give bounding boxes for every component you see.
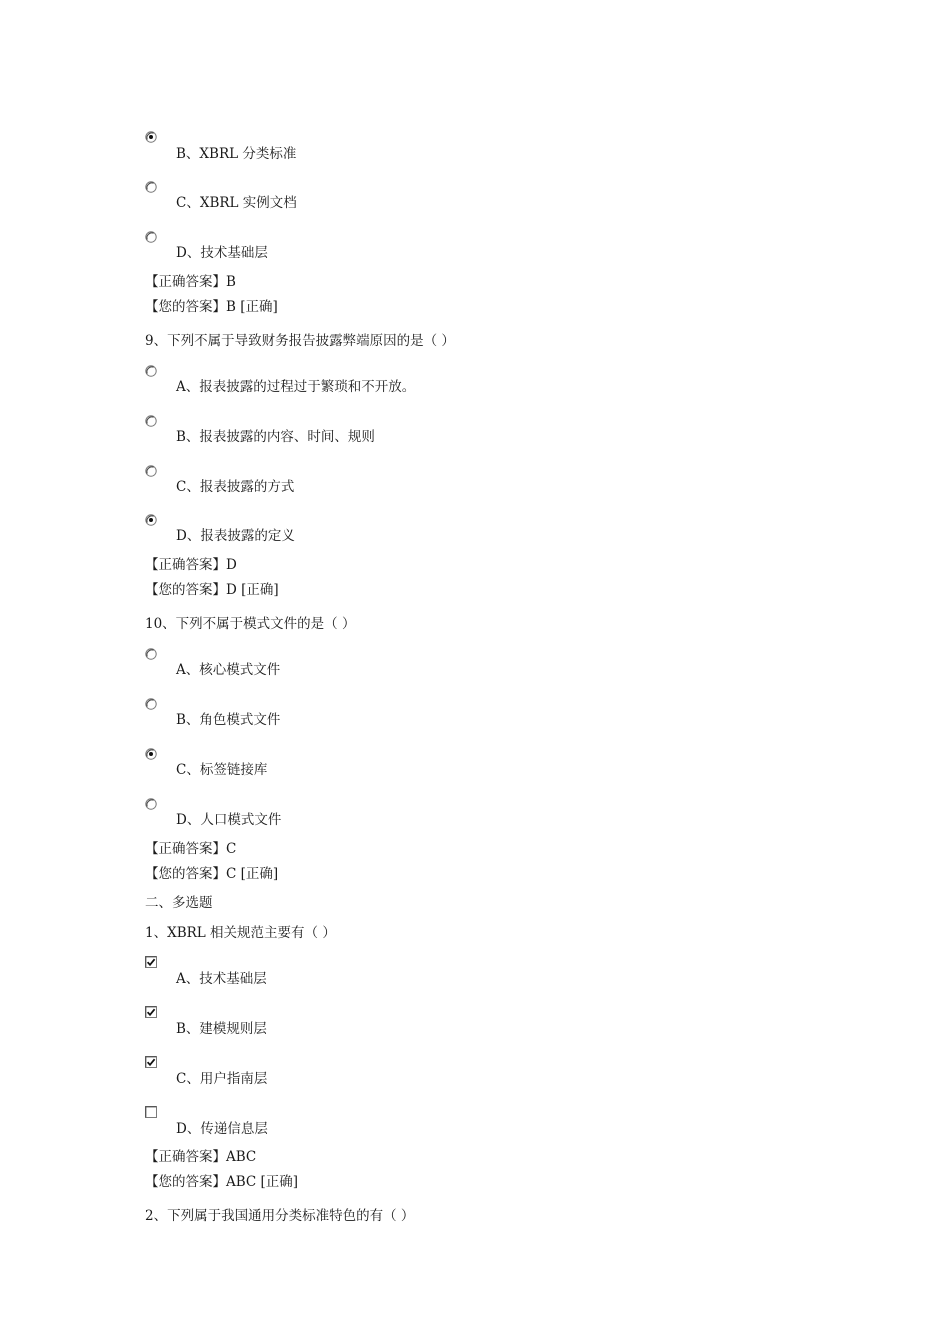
your-answer: 【您的答案】B [正确] (145, 299, 278, 315)
option-label: C、用户指南层 (176, 1071, 268, 1087)
option-label: D、传递信息层 (176, 1121, 268, 1137)
your-answer: 【您的答案】D [正确] (145, 582, 279, 598)
question-multi-1: 1、XBRL 相关规范主要有（ ） (145, 925, 336, 941)
question-10: 10、下列不属于模式文件的是（ ） (145, 616, 356, 632)
checkbox-c[interactable] (145, 1056, 157, 1068)
option-label: D、报表披露的定义 (176, 528, 295, 544)
option-label: C、XBRL 实例文档 (176, 195, 297, 211)
correct-answer: 【正确答案】D (145, 557, 237, 573)
question-9: 9、下列不属于导致财务报告披露弊端原因的是（ ） (145, 333, 455, 349)
option-label: A、报表披露的过程过于繁琐和不开放。 (176, 379, 416, 395)
your-answer: 【您的答案】C [正确] (145, 866, 279, 882)
radio-a[interactable] (145, 648, 157, 660)
option-label: D、技术基础层 (176, 245, 268, 261)
correct-answer: 【正确答案】B (145, 274, 236, 290)
checkbox-a[interactable] (145, 956, 157, 968)
option-label: C、标签链接库 (176, 762, 268, 778)
your-answer: 【您的答案】ABC [正确] (145, 1174, 299, 1190)
checkbox-d[interactable] (145, 1106, 157, 1118)
radio-d[interactable] (145, 514, 157, 526)
radio-a[interactable] (145, 365, 157, 377)
option-label: A、核心模式文件 (176, 662, 281, 678)
radio-b[interactable] (145, 131, 157, 143)
option-label: B、建模规则层 (176, 1021, 267, 1037)
radio-d[interactable] (145, 231, 157, 243)
radio-c[interactable] (145, 465, 157, 477)
correct-answer: 【正确答案】C (145, 841, 237, 857)
checkbox-b[interactable] (145, 1006, 157, 1018)
section-title: 二、多选题 (145, 895, 213, 911)
option-label: B、角色模式文件 (176, 712, 281, 728)
radio-b[interactable] (145, 698, 157, 710)
correct-answer: 【正确答案】ABC (145, 1149, 257, 1165)
option-label: B、XBRL 分类标准 (176, 146, 297, 162)
radio-c[interactable] (145, 181, 157, 193)
question-multi-2: 2、下列属于我国通用分类标准特色的有（ ） (145, 1208, 415, 1224)
option-label: C、报表披露的方式 (176, 479, 295, 495)
radio-d[interactable] (145, 798, 157, 810)
option-label: B、报表披露的内容、时间、规则 (176, 429, 375, 445)
option-label: D、人口模式文件 (176, 812, 282, 828)
option-label: A、技术基础层 (176, 971, 267, 987)
radio-c[interactable] (145, 748, 157, 760)
radio-b[interactable] (145, 415, 157, 427)
